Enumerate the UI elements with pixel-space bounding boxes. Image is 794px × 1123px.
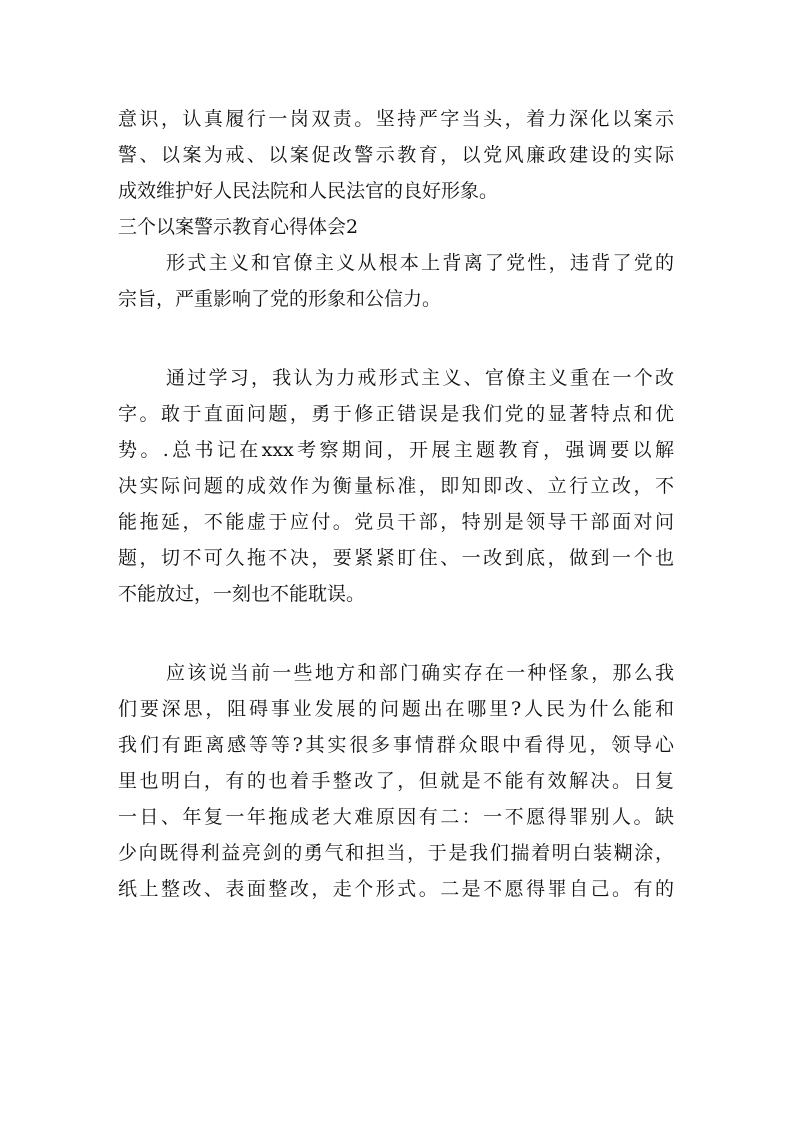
text-line: 应该说当前一些地方和部门确实存在一种怪象，那么我 (166, 662, 674, 684)
text-line: 决实际问题的成效作为衡量标准，即知即改、立行立改，不 (118, 475, 674, 497)
text-line: 宗旨，严重影响了党的形象和公信力。 (118, 288, 442, 310)
text-line: 里也明白，有的也着手整改了，但就是不能有效解决。日复 (118, 770, 674, 792)
text-line: 成效维护好人民法院和人民法官的良好形象。 (118, 180, 499, 202)
text-line: 不能放过，一刻也不能耽误。 (118, 583, 366, 605)
paragraph (118, 360, 674, 612)
text-line: 题，切不可久拖不决，要紧紧盯住、一改到底，做到一个也 (118, 547, 674, 569)
paragraph-gap (118, 612, 674, 655)
text-line: 势。.总书记在xxx考察期间，开展主题教育，强调要以解 (118, 439, 674, 461)
text-line: 们要深思，阻碍事业发展的问题出在哪里?人民为什么能和 (118, 698, 674, 720)
text-line: 一日、年复一年拖成老大难原因有二：一不愿得罪别人。缺 (118, 806, 674, 828)
text-line: 通过学习，我认为力戒形式主义、官僚主义重在一个改 (166, 367, 674, 389)
text-line: 形式主义和官僚主义从根本上背离了党性，违背了党的 (166, 252, 674, 274)
paragraph-continuation (118, 101, 674, 209)
document-body (118, 101, 674, 907)
text-line: 少向既得利益亮剑的勇气和担当，于是我们揣着明白装糊涂， (118, 842, 674, 864)
paragraph (118, 655, 674, 907)
paragraph-gap (118, 317, 674, 360)
text-line: 纸上整改、表面整改，走个形式。二是不愿得罪自己。有的 (118, 878, 674, 900)
text-line: 我们有距离感等等?其实很多事情群众眼中看得见，领导心 (118, 734, 674, 756)
text-line: 能拖延，不能虚于应付。党员干部，特别是领导干部面对问 (118, 511, 674, 533)
text-line: 字。敢于直面问题，勇于修正错误是我们党的显著特点和优 (118, 403, 674, 425)
text-line: 意识，认真履行一岗双责。坚持严字当头，着力深化以案示 (118, 108, 674, 130)
text-line: 警、以案为戒、以案促改警示教育，以党风廉政建设的实际 (118, 144, 674, 166)
section-heading: 三个以案警示教育心得体会2 (118, 216, 359, 238)
paragraph (118, 245, 674, 317)
